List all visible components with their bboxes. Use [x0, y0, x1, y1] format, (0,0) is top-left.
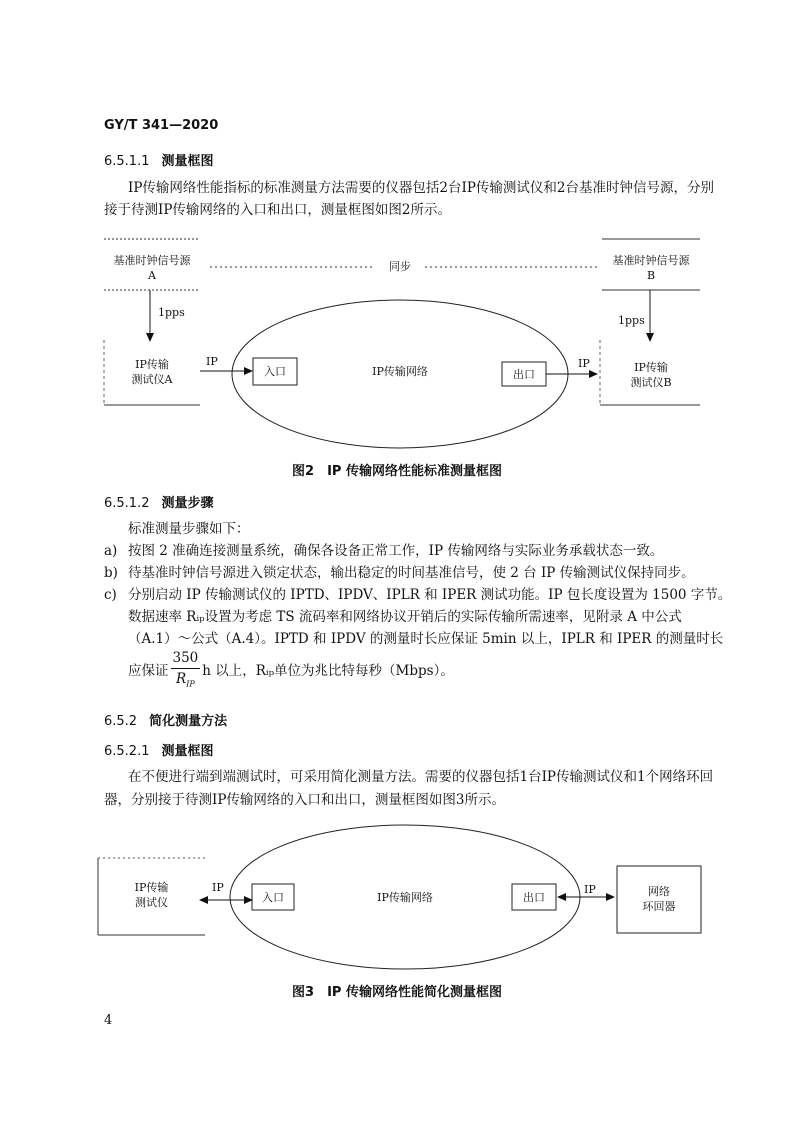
formula-line: 应保证 $\frac{350}{R_{IP}}$ h 以上，Rᵢₚ单位为兆比特每秒（Mbps）。 [128, 648, 454, 695]
ip-in-arrowhead [244, 367, 253, 375]
page-number: 4 [104, 1013, 113, 1028]
paragraph-line: 接于待测IP传输网络的入口和出口，测量框图如图2所示。 [104, 202, 452, 218]
clock-b-label: 基准时钟信号源 B [612, 254, 690, 282]
loopback-label: 网络 环回器 [642, 885, 676, 913]
paragraph-line: （A.1）～公式（A.4）。IPTD 和 IPDV 的测量时长应保证 5min 以上，IPLR 和 IPER 的测量时长 [128, 631, 724, 647]
section-number: 6.5.2.1 [104, 744, 150, 759]
fraction: $\frac{350}{R_{IP}}$ [172, 650, 199, 689]
pps-b-label: 1pps [618, 314, 645, 327]
section-heading-6521 [104, 740, 214, 759]
section-title: 测量步骤 [161, 496, 214, 511]
section-heading-652 [104, 710, 227, 729]
steps-intro: 标准测量步骤如下： [128, 521, 250, 537]
pps-b-arrowhead [646, 333, 654, 342]
section-heading-6512 [104, 492, 214, 511]
paragraph-line: 在不便进行端到端测试时，可采用简化测量方法。需要的仪器包括1台IP传输测试仪和1个网络环回 [128, 769, 714, 785]
section-title: 测量框图 [161, 154, 214, 169]
ip-left-label: IP [212, 881, 224, 894]
exit-label: 出口 [513, 368, 535, 381]
ip-out-label: IP [578, 357, 590, 370]
network-label-2: IP传输网络 [377, 891, 433, 904]
standard-code: GY/T 341—2020 [104, 118, 219, 133]
sync-label: 同步 [389, 260, 411, 273]
list-item: b) 待基准时钟信号源进入锁定状态，输出稳定的时间基准信号，使 2 台 IP 传输测试仪保持同步。 [104, 565, 695, 581]
paragraph-line: IP传输网络性能指标的标准测量方法需要的仪器包括2台IP传输测试仪和2台基准时钟信号源，分别 [128, 180, 715, 196]
exit-label-2: 出口 [523, 891, 545, 904]
figure-3-caption: 图3 IP 传输网络性能简化测量框图 [292, 985, 502, 1000]
section-title: 测量框图 [161, 744, 214, 759]
list-item: a) 按图 2 准确连接测量系统，确保各设备正常工作，IP 传输网络与实际业务承载状态一致。 [104, 543, 664, 559]
section-title: 简化测量方法 [149, 714, 228, 729]
section-number: 6.5.1.1 [104, 154, 150, 169]
section-number: 6.5.1.2 [104, 496, 150, 511]
network-label: IP传输网络 [372, 365, 428, 378]
tester-b-label: IP传输 测试仪B [630, 361, 672, 389]
tester-label: IP传输 测试仪 [134, 881, 169, 909]
ip-right-arrowhead-a [557, 893, 566, 901]
ip-right-label: IP [584, 883, 596, 896]
ip-right-arrowhead-b [606, 893, 615, 901]
ip-out-arrowhead [589, 370, 598, 378]
tester-a-label: IP传输 测试仪A [131, 358, 173, 386]
entry-label: 入口 [264, 365, 286, 378]
paragraph-line: 数据速率 Rᵢₚ设置为考虑 TS 流码率和网络协议开销后的实际传输所需速率，见附录 A 中公式 [128, 609, 682, 625]
figure-2-caption: 图2 IP 传输网络性能标准测量框图 [292, 464, 502, 479]
pps-a-arrowhead [146, 333, 154, 342]
paragraph-line: 器，分别接于待测IP传输网络的入口和出口，测量框图如图3所示。 [104, 792, 506, 808]
clock-a-label: 基准时钟信号源 A [113, 254, 191, 282]
ip-in-label: IP [206, 355, 218, 368]
pps-a-label: 1pps [158, 306, 185, 319]
entry-label-2: 入口 [262, 891, 284, 904]
list-item: c) 分别启动 IP 传输测试仪的 IPTD、IPDV、IPLR 和 IPER 测试功能。IP 包长度设置为 1500 字节。 [104, 587, 732, 603]
section-number: 6.5.2 [104, 714, 138, 729]
